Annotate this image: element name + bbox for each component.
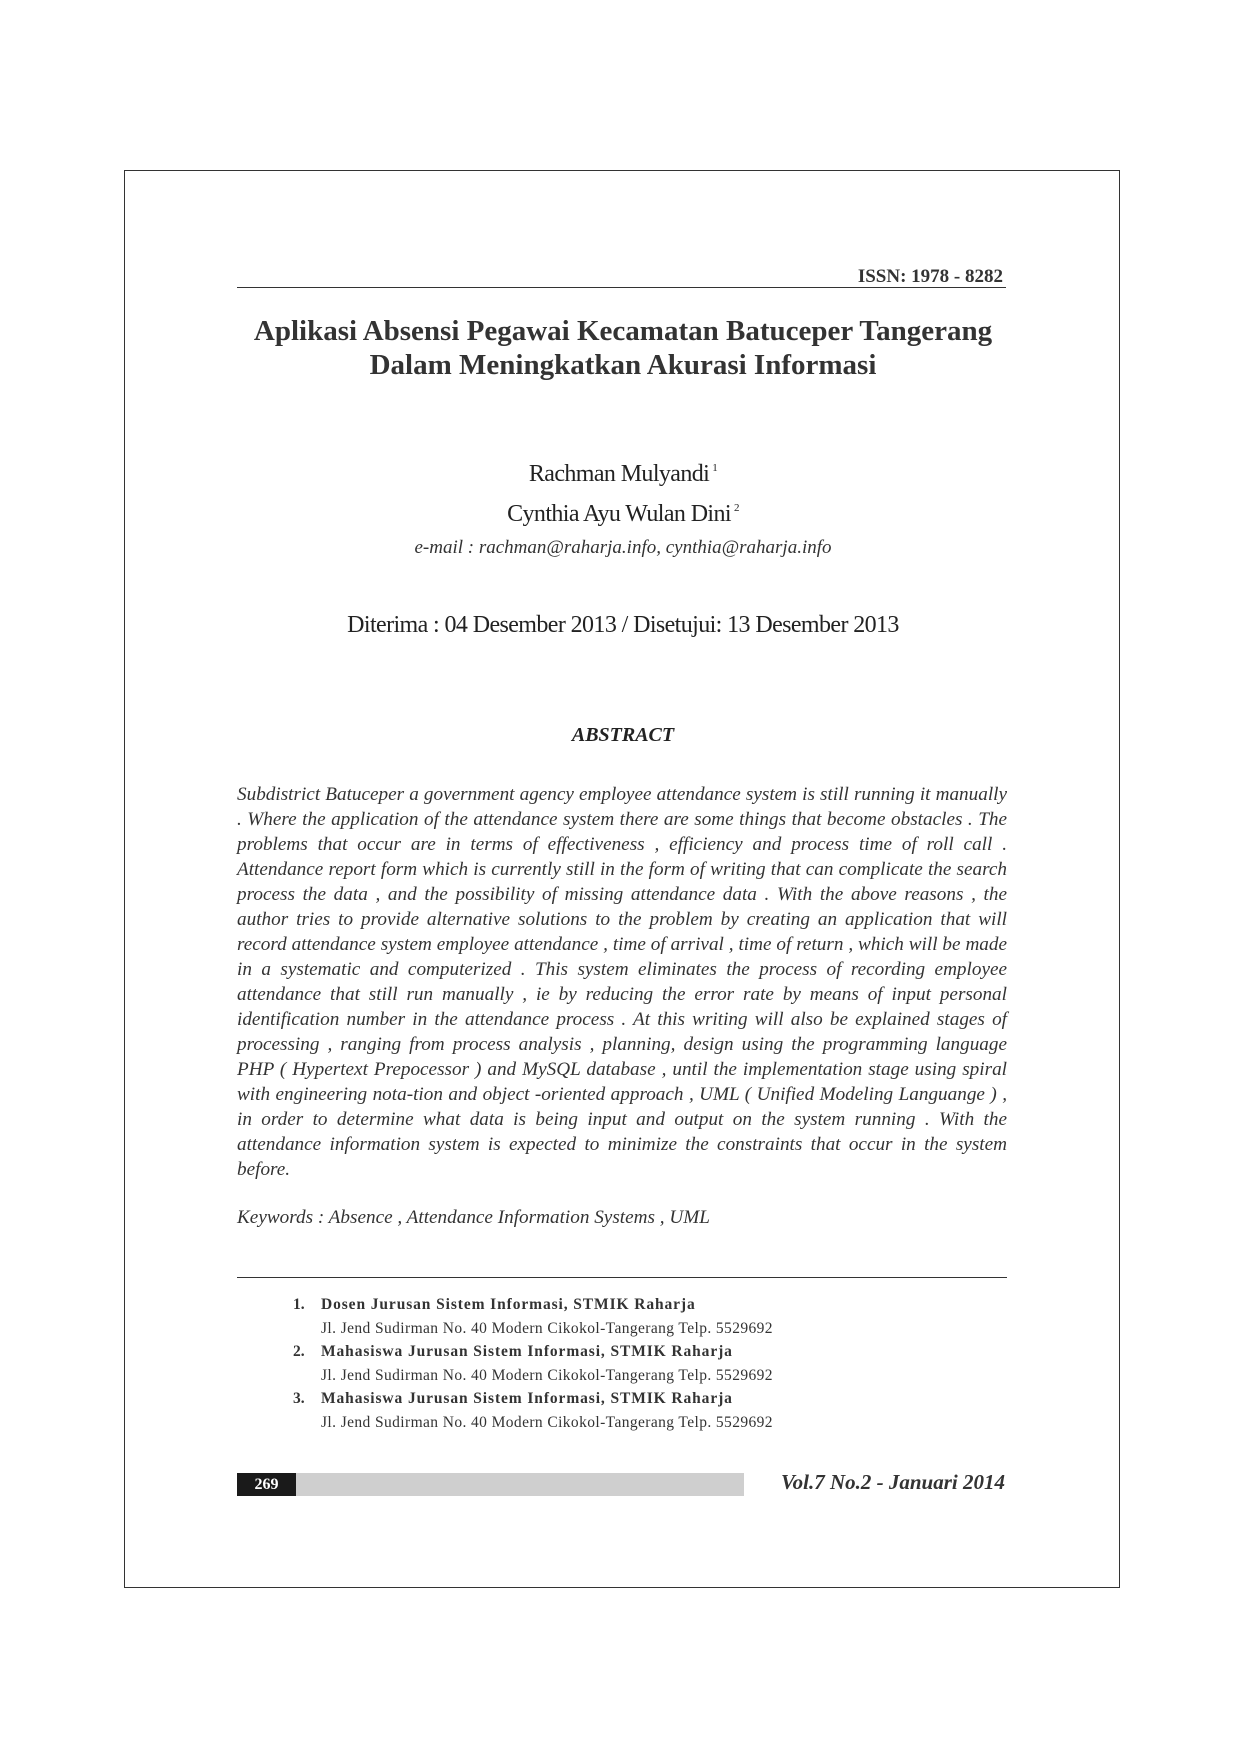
author-mark: 1 [712, 462, 718, 474]
keywords: Keywords : Absence , Attendance Information Systems , UML [237, 1207, 710, 1228]
footer-bar [296, 1473, 744, 1496]
footnote-item [293, 1340, 1007, 1387]
footnote-affiliation: Mahasiswa Jurusan Sistem Informasi, STMIK Raharja [321, 1343, 733, 1360]
footnote-address: Jl. Jend Sudirman No. 40 Modern Cikokol-Tangerang Telp. 5529692 [321, 1413, 773, 1431]
footnote-affiliation: Mahasiswa Jurusan Sistem Informasi, STMIK Raharja [321, 1390, 733, 1407]
received-approved-dates: Diterima : 04 Desember 2013 / Disetujui: 13 Desember 2013 [347, 612, 899, 638]
author-email: e-mail : rachman@raharja.info, cynthia@raharja.info [414, 537, 832, 558]
footnote-rule [237, 1277, 1007, 1278]
footnote-list [293, 1293, 1007, 1434]
author-2 [125, 491, 1121, 531]
header-rule [237, 287, 1006, 288]
page-number: 269 [237, 1473, 296, 1496]
footnote-number: 2. [293, 1343, 305, 1360]
author-mark: 2 [733, 502, 739, 514]
volume-label: Vol.7 No.2 - Januari 2014 [780, 1470, 1005, 1494]
footnote-address: Jl. Jend Sudirman No. 40 Modern Cikokol-Tangerang Telp. 5529692 [321, 1319, 773, 1337]
paper-title-line-1: Aplikasi Absensi Pegawai Kecamatan Batuceper Tangerang [253, 315, 993, 347]
author-1 [125, 451, 1121, 491]
abstract-heading: ABSTRACT [571, 724, 675, 746]
abstract-body: Subdistrict Batuceper a government agency employee attendance system is still running it manually . Where the application of the attendance system there are some things that become obstacles . The problems that occur are in terms of effectiveness , efficiency and process time of roll call . Attendance report form which is currently still in the form of writing that can complicate the search process the data , and the possibility of missing attendance data . With the above reasons , the author tries to provide alternative solutions to the problem by creating an application that will record attendance system employee attendance , time of arrival , time of return , which will be made in a systematic and computerized . This system eliminates the process of recording employee attendance that still run manually , ie by reducing the error rate by means of input personal identification number in the attendance process . At this writing will also be explained stages of processing , ranging from process analysis , planning, design using the programming language PHP ( Hypertext Prepocessor ) and MySQL database , until the implementation stage using spiral with engineering nota-tion and object -oriented approach , UML ( Unified Modeling Languange ) , in order to determine what data is being input and output on the system running . With the attendance information system is expected to minimize the constraints that occur in the system before. [237, 784, 1007, 1180]
footnote-item [293, 1387, 1007, 1434]
footnote-address: Jl. Jend Sudirman No. 40 Modern Cikokol-Tangerang Telp. 5529692 [321, 1366, 773, 1384]
author-name: Cynthia Ayu Wulan Dini [507, 501, 731, 527]
footnote-item [293, 1293, 1007, 1340]
author-name: Rachman Mulyandi [528, 461, 710, 487]
page-frame [124, 170, 1120, 1588]
paper-title [185, 314, 1061, 382]
footnote-affiliation: Dosen Jurusan Sistem Informasi, STMIK Raharja [321, 1296, 696, 1313]
footnote-number: 3. [293, 1390, 305, 1407]
paper-title-line-2: Dalam Meningkatkan Akurasi Informasi [369, 349, 877, 381]
author-list [125, 451, 1121, 531]
footnote-number: 1. [293, 1296, 305, 1313]
issn-label: ISSN: 1978 - 8282 [857, 266, 1003, 287]
